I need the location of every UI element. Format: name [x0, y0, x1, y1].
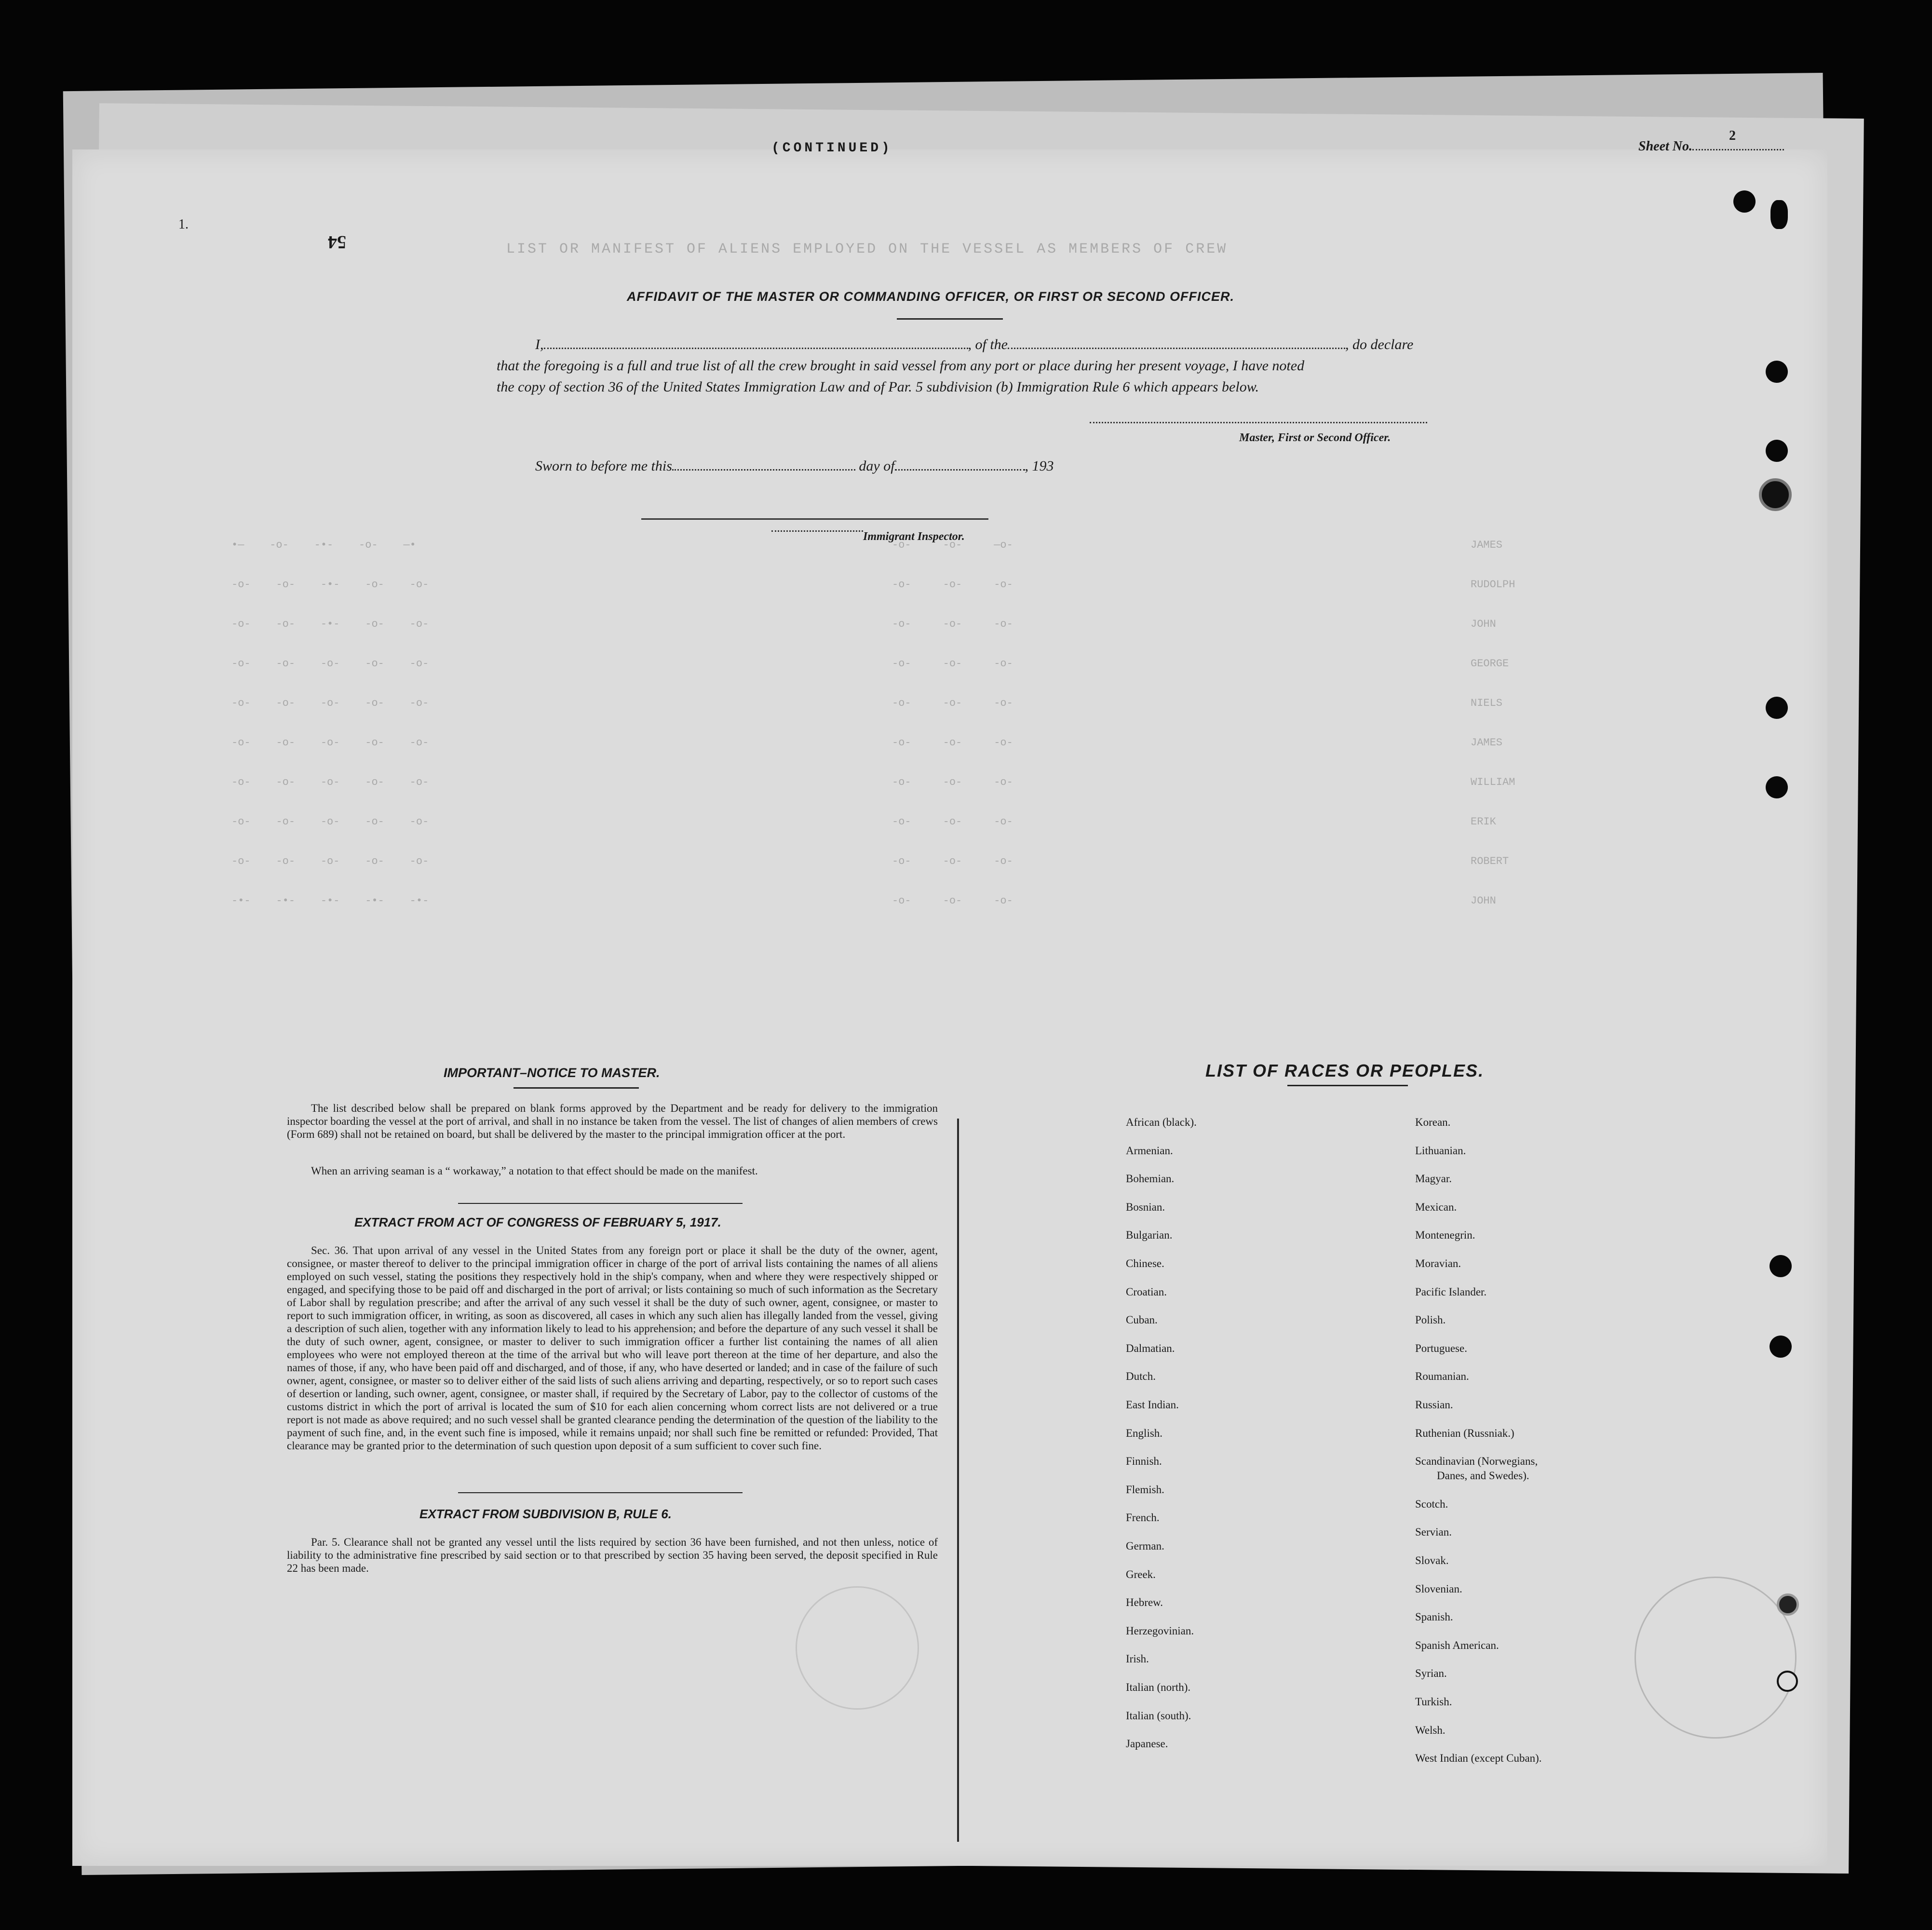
affidavit-of: , of the — [968, 337, 1008, 352]
sworn-line — [535, 458, 1054, 474]
race-item: Pacific Islander. — [1415, 1285, 1487, 1298]
race-item: Roumanian. — [1415, 1370, 1469, 1383]
race-item: Scandinavian (Norwegians, — [1415, 1455, 1538, 1468]
race-item: Spanish. — [1415, 1611, 1453, 1623]
affidavit-title: AFFIDAVIT OF THE MASTER OR COMMANDING OFFICER, OR FIRST OR SECOND OFFICER. — [627, 289, 1234, 304]
punch-hole-faint — [1777, 1671, 1798, 1692]
race-item: Croatian. — [1126, 1285, 1167, 1298]
punch-hole — [1766, 440, 1788, 462]
notice-title-rule — [513, 1087, 639, 1089]
continued-label: (CONTINUED) — [771, 141, 892, 156]
notice-paragraph-2: When an arriving seaman is a “ workaway,” a notation to that effect should be made on the manifest. — [311, 1165, 758, 1177]
vessel-line[interactable] — [1008, 348, 1345, 349]
act-extract-divider — [458, 1492, 743, 1493]
race-item: Spanish American. — [1415, 1639, 1499, 1651]
race-item: English. — [1126, 1427, 1163, 1439]
punch-hole — [1766, 776, 1788, 798]
race-item: West Indian (except Cuban). — [1415, 1752, 1542, 1765]
act-extract-title: EXTRACT FROM ACT OF CONGRESS OF FEBRUARY 5, 1917. — [354, 1215, 721, 1229]
bleedthrough-heading: LIST OR MANIFEST OF ALIENS EMPLOYED ON THE VESSEL AS MEMBERS OF CREW — [506, 241, 1228, 257]
sworn-day-line[interactable] — [672, 469, 855, 471]
page-number-mark: 54 — [328, 232, 346, 252]
race-item: Magyar. — [1415, 1173, 1452, 1185]
affidavit-line-2: that the foregoing is a full and true list of all the crew brought in said vessel from any port or place during her present voyage, I have noted — [497, 358, 1305, 374]
act-extract-text: Sec. 36. That upon arrival of any vessel in the United States from any foreign port or place it shall be the duty of the owner, agent, consignee, or master thereof to deliver to the principal immigration officer in charge of the port of arrival lists containing the names of all aliens employed on such vessel, stating the positions they respectively hold in the ship's company, when and where they were respectively shipped or engaged, and specifying those to be paid off and discharged in the port of arrival; or lists containing so much of such information as the Secretary of Labor shall by regulation prescribe; and after the arrival of any such vessel it shall be the duty of such owner, agent, consignee, or master to report to such immigration officer, in writing, as soon as discovered, all cases in which any such alien has illegally landed from the vessel, giving a description of such alien, together with any information likely to lead to his apprehension; and before the departure of any such vessel it shall be the duty of such owner, agent, consignee, or master to deliver to such immigration officer a further list containing the names of all alien employees who were not employed thereon at the time of the arrival but who will leave port thereon at the time of her departure, and also the names of those, if any, who have been paid off and discharged, and of those, if any, who have deserted or landed; and in case of the failure of such owner, agent, consignee, or master so to deliver either of the said lists of such aliens arriving and departing, respectively, or so to report such cases of desertion or landing, such owner, agent, consignee, or master shall, if required by the Secretary of Labor, pay to the collector of customs of the customs district in which the port of arrival is located the sum of $10 for each alien concerning whom correct lists are not delivered or a true report is not made as above required; and no such vessel shall be granted clearance pending the determination of the question of the liability to the payment of such fine, and, in the event such fine is imposed, while it remains unpaid; nor shall such fine be remitted or refunded: Provided, That clearance may be granted prior to the determination of such question upon deposit of a sum sufficient to cover such fine. — [287, 1244, 938, 1452]
punch-hole — [1770, 200, 1788, 229]
bleedthrough-marks-mid: -o- -o- —o- -o- -o- -o- -o- -o- -o- -o- -o- -o- -o- -o- -o- -o- -o- -o- -o- -o- -o- -o- -o- -o- -o- -o- -o- -o- -o- -o- — [892, 539, 1013, 907]
race-item: Italian (north). — [1126, 1681, 1191, 1693]
punch-hole — [1766, 697, 1788, 719]
notice-divider — [458, 1203, 743, 1204]
sworn-month-line[interactable] — [895, 469, 1025, 471]
rule-extract-text: Par. 5. Clearance shall not be granted any vessel until the lists required by section 36 have been furnished, and not then unless, notice of liability to the administrative fine prescribed by said section or to that prescribed by section 35 having been served, the deposit specified in Rule 22 has been made. — [287, 1536, 938, 1574]
race-item: Hebrew. — [1126, 1596, 1163, 1609]
race-item: Dutch. — [1126, 1370, 1156, 1383]
punch-hole — [1770, 1336, 1792, 1358]
race-item: Ruthenian (Russniak.) — [1415, 1427, 1514, 1439]
race-item: Armenian. — [1126, 1144, 1173, 1157]
margin-number: 1. — [178, 217, 189, 232]
race-item: Italian (south). — [1126, 1709, 1191, 1722]
race-item: Servian. — [1415, 1526, 1452, 1539]
name-line[interactable] — [544, 348, 968, 349]
sworn-day-of: day of — [859, 458, 895, 474]
bleedthrough-marks-right: JAMES RUDOLPH JOHN GEORGE NIELS JAMES WILLIAM ERIK ROBERT JOHN — [1471, 539, 1515, 907]
race-item: Danes, and Swedes). — [1437, 1470, 1529, 1482]
race-item: French. — [1126, 1512, 1160, 1524]
races-title-rule — [1287, 1085, 1408, 1086]
sheet-number: 2 — [1729, 128, 1736, 143]
race-item: Irish. — [1126, 1653, 1149, 1665]
race-item: Bohemian. — [1126, 1173, 1175, 1185]
race-item: Flemish. — [1126, 1483, 1164, 1496]
race-item: Scotch. — [1415, 1498, 1448, 1510]
race-item: Korean. — [1415, 1116, 1451, 1128]
master-signature-line[interactable] — [1090, 422, 1427, 423]
race-item: Japanese. — [1126, 1738, 1168, 1750]
race-item: German. — [1126, 1540, 1164, 1552]
race-item: Bulgarian. — [1126, 1229, 1173, 1242]
race-item: Herzegovinian. — [1126, 1624, 1194, 1637]
race-item: African (black). — [1126, 1116, 1197, 1128]
inspector-signature-line — [641, 518, 988, 520]
race-item: Montenegrin. — [1415, 1229, 1475, 1242]
race-item: Moravian. — [1415, 1257, 1461, 1269]
inspector-dots — [771, 530, 863, 532]
rule-extract-title: EXTRACT FROM SUBDIVISION B, RULE 6. — [419, 1507, 672, 1521]
notice-title: IMPORTANT–NOTICE TO MASTER. — [444, 1066, 660, 1080]
race-item: Dalmatian. — [1126, 1342, 1175, 1354]
faded-stamp — [1635, 1577, 1797, 1739]
race-item: Polish. — [1415, 1314, 1446, 1326]
sheet-number-line — [1692, 149, 1784, 150]
race-item: Greek. — [1126, 1568, 1156, 1580]
affidavit-i: I, — [535, 337, 544, 352]
race-item: Finnish. — [1126, 1455, 1162, 1468]
race-item: Bosnian. — [1126, 1201, 1165, 1213]
bleedthrough-marks-left: •— -o- -•- -o- —• -o- -o- -•- -o- -o- -o- -o- -•- -o- -o- -o- -o- -o- -o- -o- -o- -o- -o- -o- -o- -o- -o- -o- -o- -o- -o- -o- -o- -o- -o- -o- -o- -o- -o- -o- -o- -o- -o- -o- -o- -•- -•- -•- -•- -•- — [231, 539, 429, 907]
affidavit-declare: , do declare — [1345, 337, 1414, 352]
race-item: Slovenian. — [1415, 1582, 1462, 1595]
punch-hole — [1770, 1255, 1792, 1277]
punch-hole — [1733, 190, 1756, 213]
faded-stamp-2 — [796, 1586, 919, 1710]
punch-hole-reinforced — [1759, 478, 1792, 511]
race-item: Chinese. — [1126, 1257, 1164, 1269]
races-title: LIST OF RACES OR PEOPLES. — [1205, 1061, 1485, 1080]
sworn-prefix: Sworn to before me this — [535, 458, 672, 474]
inspector-caption: Immigrant Inspector. — [863, 530, 965, 543]
race-item: Slovak. — [1415, 1554, 1449, 1566]
punch-hole — [1766, 361, 1788, 383]
race-item: Lithuanian. — [1415, 1144, 1466, 1157]
race-item: Cuban. — [1126, 1314, 1158, 1326]
affidavit-line-1 — [535, 337, 1413, 353]
race-item: Syrian. — [1415, 1667, 1447, 1680]
affidavit-title-rule — [897, 318, 1003, 320]
race-item: Russian. — [1415, 1399, 1453, 1411]
center-divider — [957, 1119, 959, 1842]
sheet-number-label: Sheet No. — [1638, 139, 1692, 154]
race-item: Portuguese. — [1415, 1342, 1467, 1354]
race-item: Turkish. — [1415, 1696, 1452, 1708]
race-item: Welsh. — [1415, 1724, 1446, 1736]
master-signature-caption: Master, First or Second Officer. — [1239, 432, 1391, 444]
affidavit-line-3: the copy of section 36 of the United States Immigration Law and of Par. 5 subdivision (b) Immigration Rule 6 which appears below. — [497, 379, 1259, 395]
notice-paragraph-1: The list described below shall be prepared on blank forms approved by the Department and be ready for delivery to the immigration inspector boarding the vessel at the port of arrival, and shall in no instance be taken from the vessel. The list of changes of alien members of crews (Form 689) shall not be retained on board, but shall be delivered by the master to the principal immigration officer at the port. — [287, 1102, 938, 1140]
punch-hole-faint — [1777, 1593, 1799, 1616]
manifest-page — [72, 128, 1827, 1866]
sworn-year: , 193 — [1025, 458, 1054, 474]
sheet-number-field — [1638, 139, 1784, 154]
race-item: East Indian. — [1126, 1399, 1179, 1411]
race-item: Mexican. — [1415, 1201, 1457, 1213]
